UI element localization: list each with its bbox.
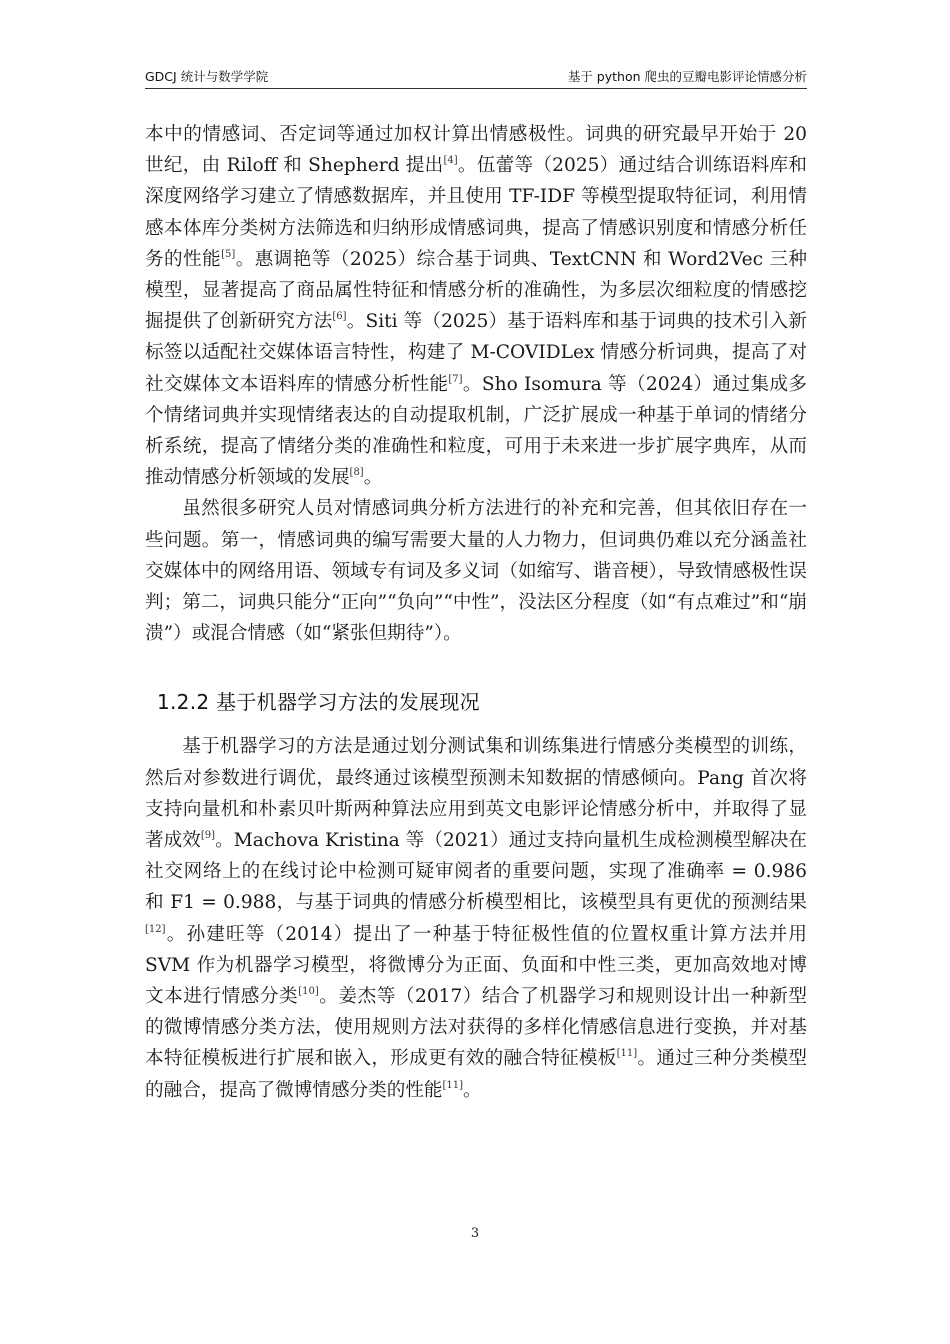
paragraph-lexicon-review [145,119,807,493]
page-header [145,64,807,89]
citation: [9] [200,830,216,842]
text-run: 。 [363,467,383,489]
text-run: 。Siti 等（2025）基于语料库和基于词典的技术引入新标签以适配社交媒体语言特性，构建了 M-COVIDLex 情感分析词典，提高了对社交媒体文本语料库的情感分析性能 [145,311,807,395]
citation: [7] [448,373,463,385]
section-heading: 1.2.2 基于机器学习方法的发展现况 [157,690,480,715]
text-run: 。Machova Kristina 等（2021）通过支持向量机生成检测模型解决在社交网络上的在线讨论中检测可疑审阅者的重要问题，实现了准确率 = 0.986 和 F1 = 0.988，与基于词典的情感分析模型相比，该模型具有更优的预测结果 [145,830,807,914]
text-run: 本中的情感词、否定词等通过加权计算出情感极性。词典的研究最早开始于 20 世纪，由 Riloff 和 Shepherd 提出 [145,124,807,177]
text-run: 。孙建旺等（2014）提出了一种基于特征极性值的位置权重计算方法并用 SVM 作为机器学习模型，将微博分为正面、负面和中性三类，更加高效地对博文本进行情感分类 [145,923,807,1008]
text-run: 。伍蕾等（2025）通过结合训练语料库和深度网络学习建立了情感数据库，并且使用 TF-IDF 等模型提取特征词，利用情感本体库分类树方法筛选和归纳形成情感词典，提高了情感识别度和情感分析任务的性能 [145,155,807,270]
page-body [145,119,807,1106]
text-run: 。惠调艳等（2025）综合基于词典、TextCNN 和 Word2Vec 三种模型，显著提高了商品属性特征和情感分析的准确性，为多层次细粒度的情感挖掘提供了创新研究方法 [145,248,807,333]
citation: [8] [349,467,364,479]
text-run: 。 [463,1079,482,1101]
header-institution: GDCJ 统计与数学学院 [145,69,269,84]
citation: [5] [221,248,236,260]
paragraph-machine-learning [145,731,807,1105]
citation: [4] [443,155,458,167]
page-number: 3 [470,1226,480,1241]
citation: [6] [332,311,347,323]
citation: [11] [616,1048,638,1060]
citation: [10] [298,986,319,998]
citation: [11] [442,1079,464,1091]
text-run: 。姜杰等（2017）结合了机器学习和规则设计出一种新型的微博情感分类方法，使用规则方法对获得的多样化情感信息进行变换，并对基本特征模板进行扩展和嵌入，形成更有效的融合特征模板 [145,986,807,1070]
header-thesis-title: 基于 python 爬虫的豆瓣电影评论情感分析 [567,69,807,84]
citation: [12] [145,923,166,935]
text-run: 基于机器学习的方法是通过划分测试集和训练集进行情感分类模型的训练，然后对参数进行调优，最终通过该模型预测未知数据的情感倾向。Pang 首次将支持向量机和朴素贝叶斯两种算法应用到英文电影评论情感分析中，并取得了显著成效 [145,736,807,852]
text-run: 。通过三种分类模型的融合，提高了微博情感分类的性能 [145,1048,807,1101]
text-run: 。Sho Isomura 等（2024）通过集成多个情绪词典并实现情绪表达的自动提取机制，广泛扩展成一种基于单词的情绪分析系统，提高了情绪分类的准确性和粒度，可用于未来进一步扩展字典库，从而推动情感分析领域的发展 [145,373,807,489]
paragraph-lexicon-problems: 虽然很多研究人员对情感词典分析方法进行的补充和完善，但其依旧存在一些问题。第一，情感词典的编写需要大量的人力物力，但词典仍难以充分涵盖社交媒体中的网络用语、领域专有词及多义词（如缩写、谐音梗），导致情感极性误判；第二，词典只能分“正向”“负向”“中性”，没法区分程度（如“有点难过”和“崩溃”）或混合情感（如“紧张但期待”）。 [145,498,807,645]
